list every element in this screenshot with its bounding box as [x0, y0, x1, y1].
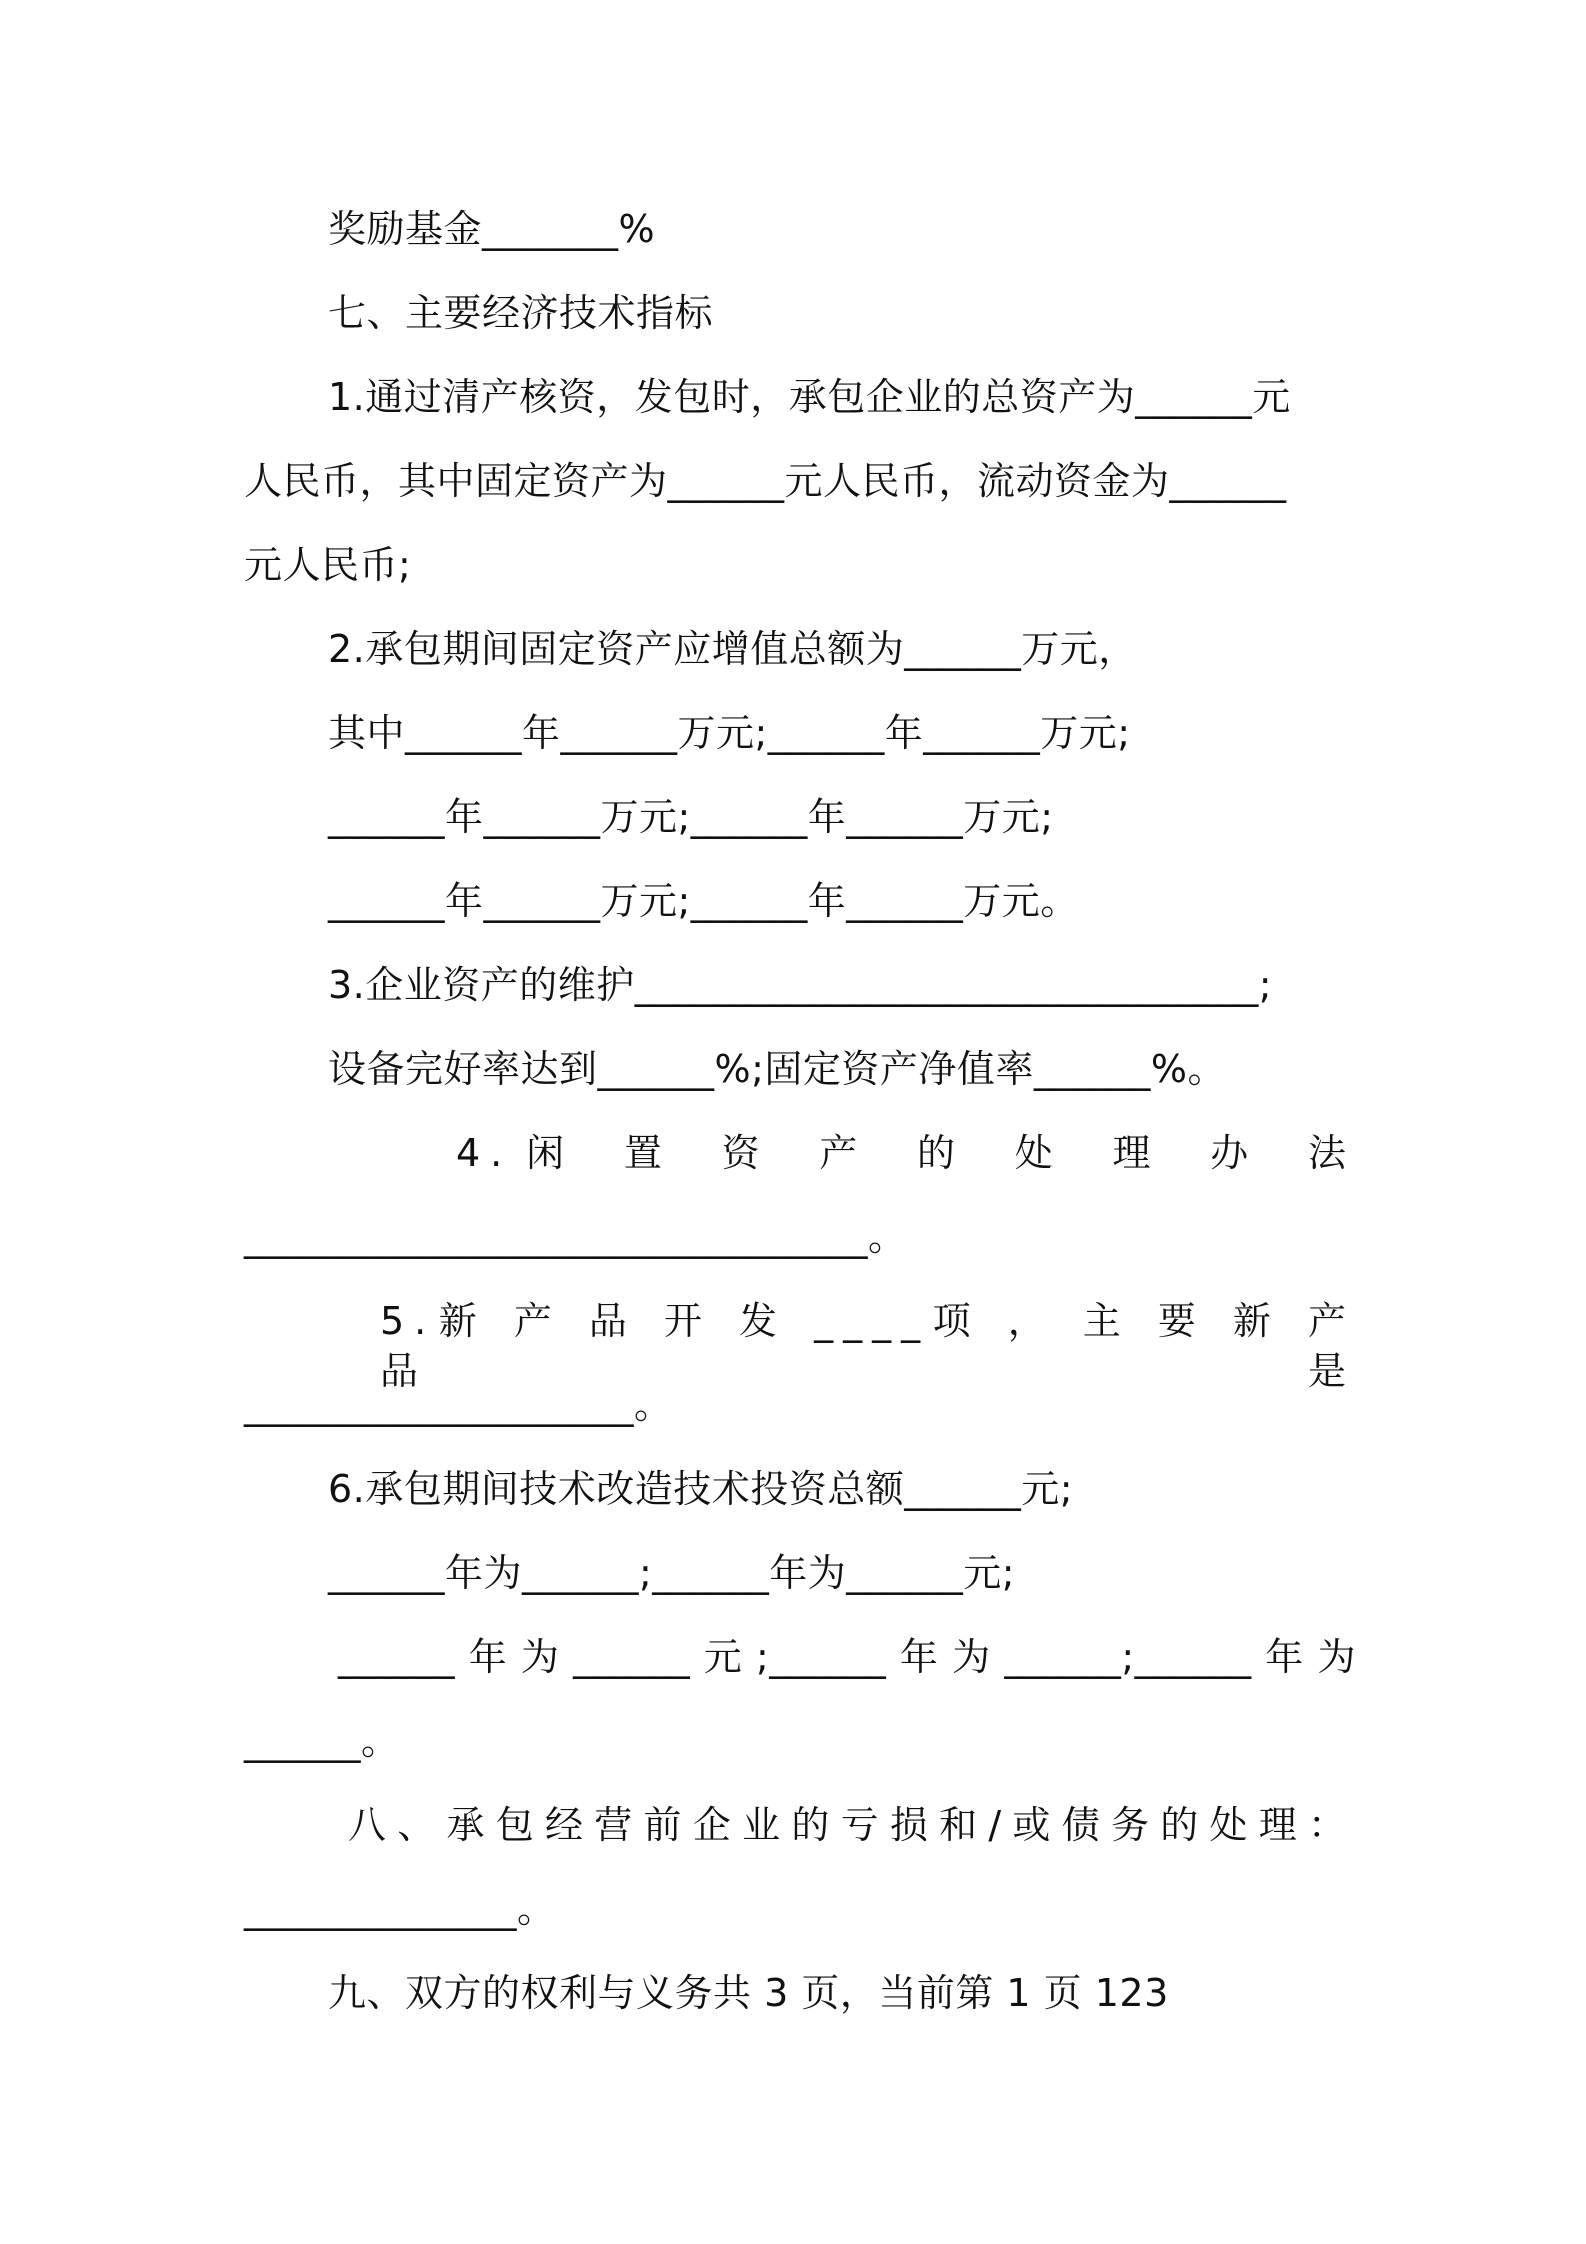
text-line-item-4-blank: ________________________________。: [244, 1215, 907, 1259]
text-line-item-6-end: ______。: [244, 1719, 400, 1763]
text-line-item-1-cont: 人民币，其中固定资产为______元人民币，流动资金为______: [244, 459, 1287, 503]
text-line-item-4: 4.闲 置 资 产 的 处 理 办 法: [456, 1131, 1356, 1175]
text-line-item-6: 6.承包期间技术改造技术投资总额______元;: [328, 1467, 1074, 1511]
text-line-item-6-years-1: ______年为______;______年为______元;: [328, 1551, 1016, 1595]
text-line-item-1-end: 元人民币;: [244, 543, 412, 587]
text-line-reward-fund: 奖励基金_______%: [328, 207, 656, 251]
text-line-item-3: 3.企业资产的维护________________________________;: [328, 963, 1273, 1007]
text-line-item-6-years-2: ______年为______元;______年为______;______年为: [338, 1635, 1356, 1679]
text-line-item-2-years-3: ______年______万元;______年______万元。: [328, 879, 1079, 923]
text-line-item-2-years-1: 其中______年______万元;______年______万元;: [328, 711, 1131, 755]
text-line-item-3-rates: 设备完好率达到______%;固定资产净值率______%。: [328, 1047, 1227, 1091]
section-heading-9-page-footer: 九、双方的权利与义务共 3 页，当前第 1 页 123: [328, 1971, 1169, 2015]
text-line-item-5: 5.新 产 品 开 发 ____项 ， 主 要 新 产 品 是: [380, 1299, 1356, 1393]
text-line-item-5-blank: ____________________。: [244, 1383, 673, 1427]
text-line-item-1: 1.通过清产核资，发包时，承包企业的总资产为______元: [328, 375, 1291, 419]
section-heading-8: 八、承包经营前企业的亏损和/或债务的处理：: [348, 1803, 1356, 1847]
section-heading-7: 七、主要经济技术指标: [328, 291, 714, 335]
text-line-item-2: 2.承包期间固定资产应增值总额为______万元，: [328, 627, 1137, 671]
text-line-section-8-blank: ______________。: [244, 1887, 556, 1931]
text-line-item-2-years-2: ______年______万元;______年______万元;: [328, 795, 1054, 839]
